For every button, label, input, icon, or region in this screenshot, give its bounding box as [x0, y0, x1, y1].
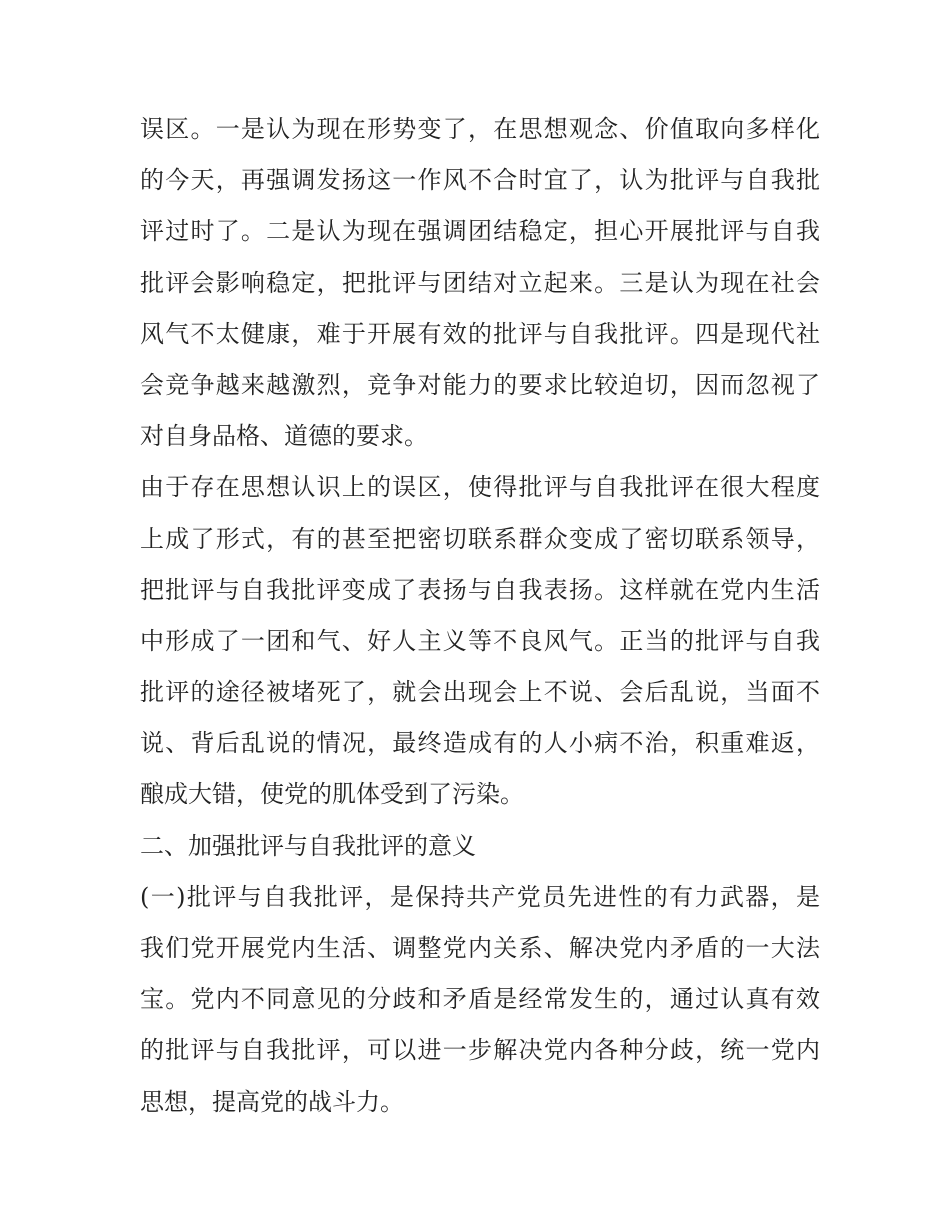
text-line: 评过时了。二是认为现在强调团结稳定，担心开展批评与自我	[140, 217, 820, 246]
text-line: 的批评与自我批评，可以进一步解决党内各种分歧，统一党内	[140, 1036, 820, 1065]
text-line: (一)批评与自我批评，是保持共产党员先进性的有力武器，是	[140, 882, 820, 911]
text-line: 思想，提高党的战斗力。	[140, 1087, 404, 1116]
text-line: 上成了形式，有的甚至把密切联系群众变成了密切联系领导，	[140, 524, 820, 553]
text-line: 由于存在思想认识上的误区，使得批评与自我批评在很大程度	[140, 473, 820, 502]
text-line: 酿成大错，使党的肌体受到了污染。	[140, 780, 524, 809]
text-line: 的今天，再强调发扬这一作风不合时宜了，认为批评与自我批	[140, 166, 820, 195]
text-line: 批评的途径被堵死了，就会出现会上不说、会后乱说，当面不	[140, 678, 820, 707]
section-heading	[140, 821, 820, 872]
paragraph-2	[140, 462, 820, 820]
paragraph-1	[140, 104, 820, 462]
body-text	[140, 104, 820, 1128]
text-line: 会竞争越来越激烈，竞争对能力的要求比较迫切，因而忽视了	[140, 370, 820, 399]
paragraph-3	[140, 872, 820, 1128]
text-line: 宝。党内不同意见的分歧和矛盾是经常发生的，通过认真有效	[140, 985, 820, 1014]
heading-text: 二、加强批评与自我批评的意义	[140, 831, 476, 860]
text-line: 风气不太健康，难于开展有效的批评与自我批评。四是现代社	[140, 319, 820, 348]
text-line: 误区。一是认为现在形势变了，在思想观念、价值取向多样化	[140, 115, 820, 143]
text-line: 说、背后乱说的情况，最终造成有的人小病不治，积重难返，	[140, 729, 820, 758]
text-line: 中形成了一团和气、好人主义等不良风气。正当的批评与自我	[140, 626, 820, 655]
text-line: 对自身品格、道德的要求。	[140, 422, 428, 451]
text-line: 我们党开展党内生活、调整党内关系、解决党内矛盾的一大法	[140, 934, 820, 962]
text-line: 把批评与自我批评变成了表扬与自我表扬。这样就在党内生活	[140, 575, 820, 604]
text-line: 批评会影响稳定，把批评与团结对立起来。三是认为现在社会	[140, 268, 820, 297]
